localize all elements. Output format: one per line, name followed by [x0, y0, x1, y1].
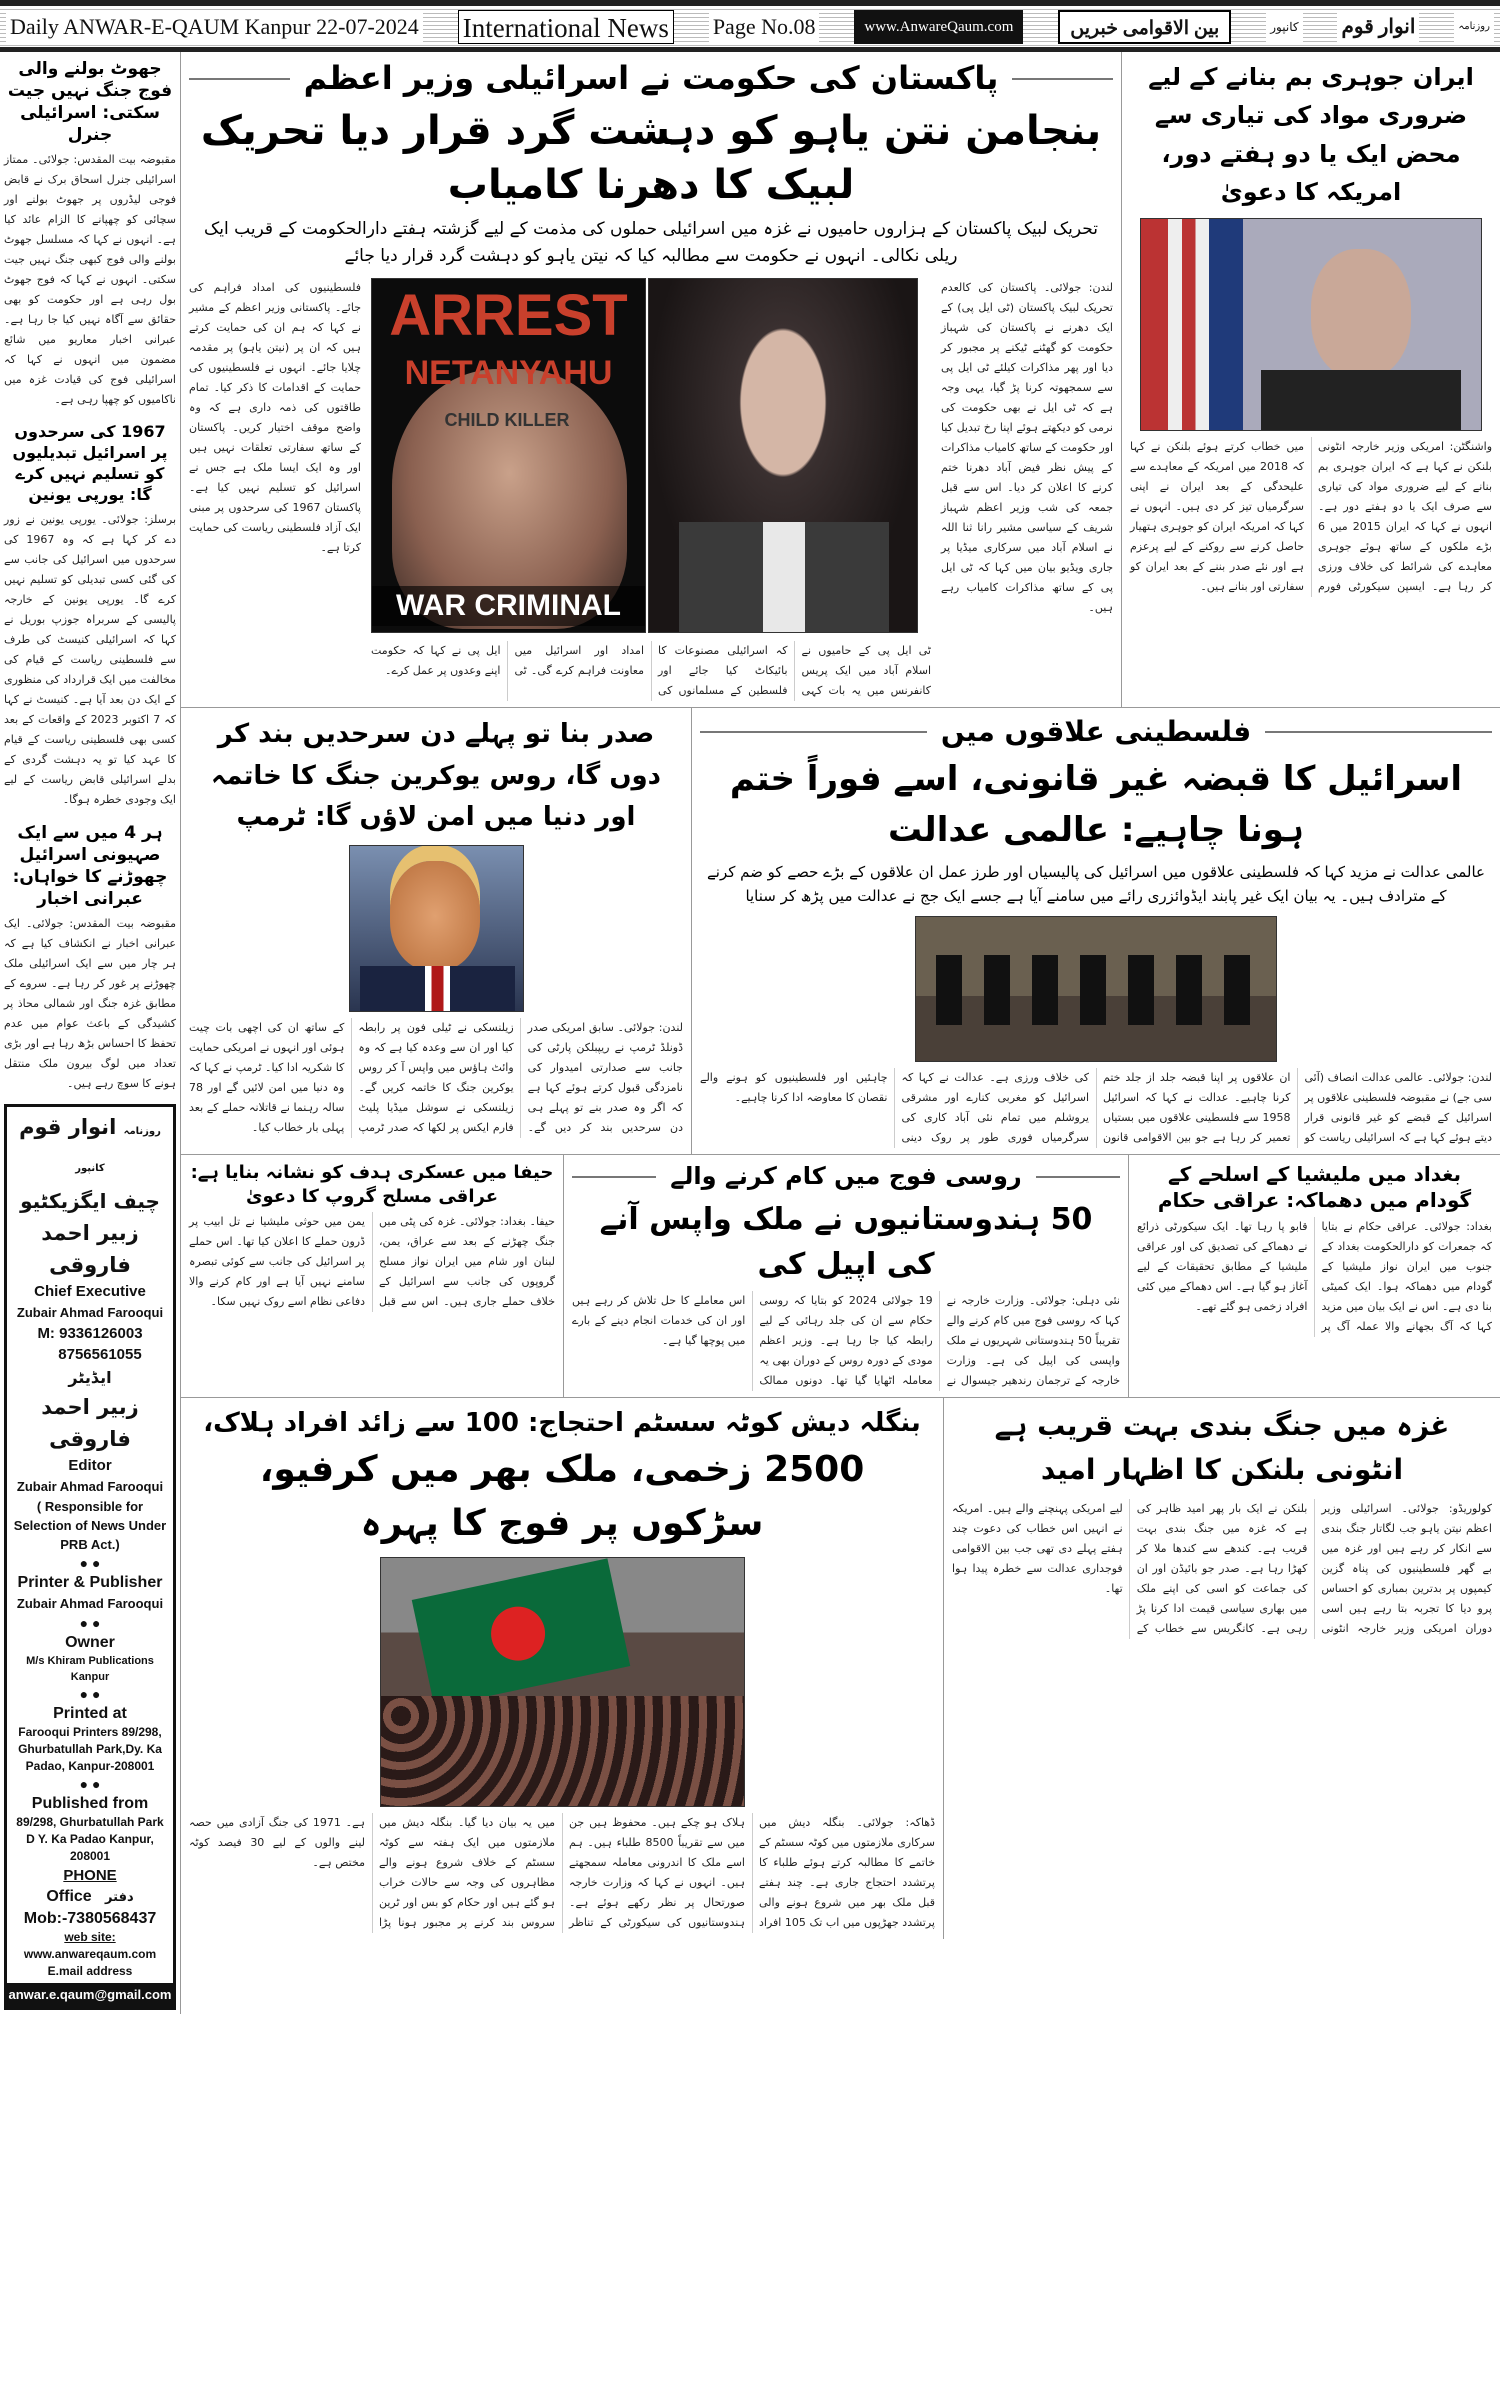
office-en: Office [46, 1887, 92, 1905]
chief-exec-name: Zubair Ahmad Farooqui [16, 1304, 164, 1320]
icj-body: لندن: جولائی۔ عالمی عدالت انصاف (آئی سی جے) نے مقبوضہ فلسطینی علاقوں پر اسرائیل کے قبضے کو غیر قانونی قرار دیتے ہوئے کہا ہے کہ اسرائیلی ریاست کو ان علاقوں پر اپنا قبضہ جلد از جلد ختم کرنا چاہیے۔ عدالت نے کہا کہ اسرائیل 1958 سے فلسطینی علاقوں میں بستیاں تعمیر کر رہا ہے جو بین الاقوامی قانون کی خلاف ورزی ہے۔ عدالت نے کہا کہ اسرائیل کو مغربی کنارے اور مشرقی یروشلم میں تمام نئی آباد کاری کی سرگرمیاں فوری طور پر روک دینی چاہئیں اور فلسطینیوں کو ہونے والے نقصان کا معاوضہ ادا کرنا چاہیے۔ [700, 1071, 1492, 1145]
rule [572, 1176, 656, 1178]
lead-photos [371, 278, 931, 633]
lead-columns [189, 278, 1113, 701]
city-urdu: کانپور [1266, 10, 1302, 44]
blinken-photo [1140, 218, 1482, 431]
shehbaz-sharif-photo [648, 278, 918, 633]
suit-illustration [679, 522, 889, 632]
indians-kicker: روسی فوج میں کام کرنے والے [670, 1162, 1022, 1191]
imprint-logo-daily: روزنامہ [123, 1125, 161, 1137]
icj-kicker-row [700, 714, 1492, 750]
iran-body: واشنگٹن: امریکی وزیر خارجہ انٹونی بلنکن نے کہا ہے کہ ایران جوہری بم بنانے کے لیے ضروری مواد کی تیاری سے صرف ایک یا دو ہفتے دور ہے۔ انہوں نے کہا کہ ایران 2015 میں 6 بڑے ملکوں کے ساتھ ہوئے جوہری معاہدے کی شرائط کی خلاف ورزی کر رہا ہے۔ ایسپن سیکورٹی فورم میں خطاب کرتے ہوئے بلنکن نے کہا کہ 2018 میں امریکہ کے معاہدے سے علیحدگی کے بعد ایران نے اپنی سرگرمیاں تیز کر دی ہیں۔ انہوں نے کہا کہ امریکہ ایران کو جوہری ہتھیار حاصل کرنے سے روکنے کے لیے پرعزم ہے اور نئے صدر بننے کے بعد ایران کو سفارتی اور بنانے ہیں۔ [1130, 439, 1493, 593]
divider-dots: ● ● [79, 1775, 101, 1792]
trump-photo [349, 845, 524, 1012]
left-story-1-headline: جھوٹ بولنے والی فوج جنگ نہیں جیت سکتی: اسرائیلی جنرل [7, 59, 173, 146]
printed-at-label: Printed at [53, 1704, 127, 1722]
editor-label: Editor [68, 1456, 112, 1474]
printer-publisher-name: Zubair Ahmad Farooqui [16, 1595, 164, 1611]
poster-arrest: ARREST [389, 282, 628, 348]
paper-logo: انوار قوم [1337, 10, 1419, 44]
rule [700, 731, 927, 733]
divider-dots: ● ● [79, 1554, 101, 1571]
section-title-urdu: بین الاقوامی خبریں [1058, 10, 1231, 44]
imprint-email[interactable]: anwar.e.qaum@gmail.com [7, 1983, 173, 2007]
baghdad-story [1128, 1155, 1500, 1396]
row-second [181, 708, 1500, 1155]
left-story-2-body: برسلز: جولائی۔ یورپی یونین نے زور دے کر کہا ہے کہ وہ 1967 کی سرحدوں میں اسرائیل کی جانب سے کی گئی کسی تبدیلی کو تسلیم نہیں کرے گا۔ یورپی یونین کے خارجہ پالیسی کے سربراہ جوزپ بوریل نے کہا کہ اسرائیلی کنیسٹ کی طرف سے فلسطینی ریاست کے قیام کی مخالفت میں ایک قرارداد کی منظوری کے ایک دن بعد آیا ہے۔ کنیسٹ نے کہا کہ 7 اکتوبر 2023 کے واقعات کے بعد کسی بھی فلسطینی ریاست کے قیام کا عہد کیا تو یہ دہشت گردی کے بدلے اسرائیلی قابض ریاست کے لیے ایک وجودی خطرہ ہوگا۔ [4, 512, 177, 806]
imprint-logo-city: کانپور [75, 1162, 105, 1174]
lead-body-bottom: ٹی ایل پی کے حامیوں نے اسلام آباد میں ایک پریس کانفرنس میں یہ بات کہی کہ اسرائیلی مصنوعات کا بائیکاٹ کیا جائے اور فلسطین کے مسلمانوں کی امداد اور اسرائیل میں معاونت فراہم کرے گی۔ ٹی ایل پی نے کہا کہ حکومت اپنے وعدوں پر عمل کرے۔ [371, 643, 931, 697]
indians-story [563, 1155, 1128, 1396]
main-area [181, 52, 1500, 2014]
haifa-body: حیفا۔ بغداد: جولائی۔ غزہ کی پٹی میں جنگ چھڑنے کے بعد سے عراق، یمن، لبنان اور شام میں ایران نواز مسلح گروپوں کی جانب سے اسرائیل کے خلاف حملے جاری ہیں۔ اس سے قبل یمن میں حوثی ملیشیا نے تل ابیب پر ڈرون حملے کا اعلان کیا تھا۔ اس حملے پر اسرائیل کی جانب سے کوئی تبصرہ سامنے نہیں آیا ہے اور کام کرنے والا دفاعی نظام اسے روک نہیں سکا۔ [189, 1215, 555, 1309]
office-urdu: دفتر [105, 1889, 134, 1905]
imprint-logo [7, 1111, 173, 1185]
gaza-story [943, 1398, 1500, 1939]
trump-headline: صدر بنا تو پہلے دن سرحدیں بند کر دوں گا، روس یوکرین جنگ کا خاتمہ اور دنیا میں امن لاؤں گا: ٹرمپ [210, 718, 662, 833]
gaza-headline: غزہ میں جنگ بندی بہت قریب ہے انٹونی بلنکن کا اظہار امید [994, 1408, 1450, 1487]
suit-illustration [360, 966, 515, 1011]
daily-label: روزنامہ [1454, 10, 1494, 44]
iran-headline: ایران جوہری بم بنانے کے لیے ضروری مواد کی تیاری سے محض ایک یا دو ہفتے دور، امریکہ کا دعویٰ [1148, 63, 1474, 207]
editor-name: Zubair Ahmad Farooqui [16, 1478, 164, 1494]
phone-label: PHONE [63, 1866, 117, 1884]
published-from-label: Published from [31, 1794, 149, 1812]
imprint-logo-name: انوار قوم [19, 1114, 117, 1139]
owner-name: M/s Khiram Publications Kanpur [26, 1654, 154, 1683]
face-illustration [1311, 249, 1411, 379]
published-address: 89/298, Ghurbatullah Park D Y. Ka Padao Kanpur, 208001 [16, 1814, 164, 1863]
website-link[interactable]: www.AnwareQaum.com [854, 10, 1023, 44]
row-top [181, 52, 1500, 708]
office-label [7, 1886, 173, 1908]
poster-war-criminal: WAR CRIMINAL [372, 586, 645, 626]
page-body [0, 52, 1500, 2014]
mobile-numbers [7, 1323, 173, 1365]
masthead [0, 0, 1500, 52]
poster-netanyahu: NETANYAHU [404, 353, 613, 392]
bangladesh-story [181, 1398, 943, 1939]
lead-story [181, 52, 1121, 707]
chief-exec-urdu: چیف ایگزیکٹیو [20, 1188, 160, 1213]
row-third [181, 1155, 1500, 1397]
editor-urdu: ایڈیٹر [68, 1367, 112, 1387]
website-label: web site: [64, 1929, 116, 1944]
rule [189, 78, 290, 80]
icj-kicker: فلسطینی علاقوں میں [940, 714, 1252, 748]
judges-illustration [936, 955, 1256, 1025]
lead-kicker: پاکستان کی حکومت نے اسرائیلی وزیر اعظم [303, 59, 999, 97]
icj-court-photo [915, 916, 1277, 1062]
masthead-date-line: Daily ANWAR-E-QAUM Kanpur 22-07-2024 [6, 10, 423, 44]
bangladesh-flag [411, 1558, 629, 1707]
rule [1036, 1176, 1120, 1178]
gaza-body: کولوریڈو: جولائی۔ اسرائیلی وزیر اعظم نیتن یاہو جب لگاتار جنگ بندی سے انکار کر رہے ہیں اور غزہ میں بے گھر فلسطینیوں کی پناہ گزین کیمپوں پر بدترین بمباری کو احساس پرو دیا کا تجربہ بتا رہے ہیں اسی دوران امریکی وزیر خارجہ انٹونی بلنکن نے ایک بار پھر امید ظاہر کی ہے کہ غزہ میں جنگ بندی بہت قریب ہے۔ کندھے سے کندھا ملا کر کھڑا رہا ہے۔ صدر جو بائیڈن اور ان کی جماعت کو اسی کی اپنے ملک میں بھاری سیاسی قیمت ادا کرنا پڑ رہی ہے۔ کانگریس سے خطاب کے لیے امریکی پہنچنے والے ہیں۔ امریکہ نے انہیں اس خطاب کی دعوت چند ہفتے پہلے دی تھی جب بین الاقوامی فوجداری عدالت سے خطرہ پیدا ہوا تھا۔ [952, 1502, 1492, 1636]
haifa-headline: حیفا میں عسکری ہدف کو نشانہ بنایا ہے: عراقی مسلح گروپ کا دعویٰ [190, 1162, 554, 1207]
lead-kicker-row [189, 58, 1113, 100]
icj-photo-wrap [700, 916, 1492, 1062]
iran-story [1121, 52, 1500, 707]
printed-at-address: Farooqui Printers 89/298, Ghurbatullah Park,Dy. Ka Padao, Kanpur-208001 [18, 1724, 162, 1773]
left-story-2-headline: 1967 کی سرحدوں پر اسرائیل تبدیلیوں کو تسلیم نہیں کرے گا: یورپی یونین [12, 422, 168, 504]
page-number: Page No.08 [709, 10, 820, 44]
left-story-3-headline: ہر 4 میں سے ایک صہیونی اسرائیل چھوڑنے کا خواہاں: عبرانی اخبار [12, 822, 168, 909]
indians-body: نئی دہلی: جولائی۔ وزارت خارجہ نے کہا کہ روسی فوج میں کام کرنے والے تقریباً 50 ہندوستانی شہریوں نے ملک واپسی کی اپیل کی ہے۔ وزارت خارجہ کے ترجمان رندھیر جیسوال نے 19 جولائی 2024 کو بتایا کہ روسی حکام سے ان کی جلد رہائی کے لیے رابطہ کیا جا رہا ہے۔ وزیر اعظم مودی کے دورہ روس کے دوران بھی یہ معاملہ اٹھایا گیا تھا۔ دونوں ممالک اس معاملے کا حل تلاش کر رہے ہیں اور ان کی خدمات انجام دینے کے بارے میں پوچھا گیا ہے۔ [572, 1293, 1120, 1387]
poster-child-killer: CHILD KILLER [444, 409, 570, 430]
lead-deck: تحریک لبیک پاکستان کے ہزاروں حامیوں نے غزہ میں اسرائیلی حملوں کی مذمت کے لیے گزشتہ ہفتے دارالحکومت کے قریب ایک ریلی نکالی۔ انہوں نے حکومت سے مطالبہ کیا کہ نیتن یاہو کو دہشت گرد قرار دیا جائے [204, 218, 1098, 266]
lead-center [371, 278, 931, 701]
haifa-story [181, 1155, 563, 1396]
chief-exec-label: Chief Executive [34, 1282, 146, 1300]
bangladesh-photo-wrap [189, 1557, 935, 1807]
suit-illustration [1261, 370, 1461, 430]
left-story-1-body: مقبوضہ بیت المقدس: جولائی۔ ممتاز اسرائیلی جنرل اسحاق برک نے قابض فوجی لیڈروں پر جھوٹ بولنے اور سچائی کو چھپانے کا الزام عائد کیا ہے۔ انہوں نے کہا کہ مسلسل جھوٹ بولنے والی فوج کبھی جنگ نہیں جیت سکتی۔ انہوں نے کہا کہ فوج جھوٹ بول رہی ہے اور حکومت کو بھی حقائق سے آگاہ نہیں کیا جا رہا ہے۔ عبرانی اخبار معاریو میں شائع مضمون میں انہوں نے کہا کہ اسرائیلی فوج کی قیادت غزہ میں ناکامیوں کو چھپا رہی ہے۔ [4, 153, 176, 407]
bangladesh-body: ڈھاکہ: جولائی۔ بنگلہ دیش میں سرکاری ملازمتوں میں کوٹہ سسٹم کے خاتمے کا مطالبہ کرتے ہوئے طلباء کا پرتشدد احتجاج جاری ہے۔ چند ہفتے قبل ملک بھر میں شروع ہونے والی پرتشدد جھڑپوں میں اب تک 105 افراد ہلاک ہو چکے ہیں۔ محفوظ ہیں جن میں سے تقریباً 8500 طلباء ہیں۔ ہم اسے ملک کا اندرونی معاملہ سمجھتے ہیں۔ انہوں نے کہا کہ وزارت خارجہ صورتحال پر نظر رکھے ہوئے ہے۔ ہندوستانیوں کی سیکورٹی کے تناظر میں یہ بیان دیا گیا۔ بنگلہ دیش میں ملازمتوں میں ایک ہفتہ سے کوٹہ سسٹم کے خلاف شروع ہونے والے مظاہروں کی وجہ سے حالات خراب ہو گئے ہیں اور حکام کو بس اور ٹرین سروس بند کرنے پر مجبور ہونا پڑا ہے۔ 1971 کی جنگ آزادی میں حصہ لینے والوں کے لیے 30 فیصد کوٹہ مختص ہے۔ [189, 1815, 935, 1929]
owner-label: Owner [65, 1633, 115, 1651]
printer-publisher-label: Printer & Publisher [17, 1573, 163, 1591]
prb-note: ( Responsible for Selection of News Under PRB Act.) [13, 1498, 167, 1552]
lead-body-left: فلسطینیوں کی امداد فراہم کی جائے۔ پاکستانی وزیر اعظم کے مشیر نے کہا کہ ہم ان کی حمایت کرتے ہیں کہ ان پر (نیتن یاہو) پر مقدمہ چلایا جائے۔ انہوں نے فلسطینیوں کی حمایت کے اقدامات کا ذکر کیا۔ تمام طاقتوں کی ذمہ داری ہے کہ وہ واضح موقف اختیار کریں۔ پاکستان کے ساتھ سفارتی تعلقات نہیں ہیں اور وہ ایک ایسا ملک ہے جس نے اسرائیل کو تسلیم نہیں کیا ہے۔ پاکستان 1967 کی سرحدوں پر مبنی ایک آزاد فلسطینی ریاست کی حمایت کرتا ہے۔ [189, 280, 361, 554]
editor-name-urdu: زبیر احمد فاروقی [41, 1394, 139, 1451]
mobile-1: 9336126003 [59, 1324, 143, 1342]
lead-body-right: لندن: جولائی۔ پاکستان کی کالعدم تحریک لبیک پاکستان (ٹی ایل پی) کے ایک دھرنے نے پاکستان کی شہباز حکومت کو گھٹنے ٹیکنے پر مجبور کر دیا اور پھر مذاکرات کیلئے ٹی ایل پی سے سمجھوتہ کرنا پڑ گیا، یہی وجہ ہے کہ ٹی ایل نے بھی حکومت کی نرمی کو دیکھتے ہوئے اپنا رخ تبدیل کیا اور حکومت کے ساتھ کامیاب مذاکرات کے پیش نظر فیض آباد دھرنا ختم کرنے کا اعلان کر دیا۔ اس سے قبل جمعہ کی شب وزیر اعظم شہباز شریف کے سیاسی مشیر رانا ثنا اللہ نے اسلام آباد میں سرکاری میڈیا پر جاری ویڈیو بیان میں کہا کہ ٹی ایل پی کے ساتھ مذاکرات کامیاب رہے ہیں۔ [941, 280, 1113, 614]
bangladesh-headline: 2500 زخمی، ملک بھر میں کرفیو، سڑکوں پر فوج کا پہرہ [259, 1448, 865, 1544]
name-urdu: زبیر احمد فاروقی [41, 1220, 139, 1277]
face-illustration [390, 861, 480, 971]
indians-headline: 50 ہندوستانیوں نے ملک واپس آنے کی اپیل کی [599, 1201, 1093, 1282]
left-story-3-body: مقبوضہ بیت المقدس: جولائی۔ ایک عبرانی اخبار نے انکشاف کیا ہے کہ ہر چار میں سے ایک اسرائیلی ملک چھوڑنے پر غور کر رہا ہے۔ سروے کے مطابق غزہ جنگ اور شمالی محاذ پر کشیدگی کے باعث عوام میں عدم تحفظ کا احساس بڑھ رہا ہے اور بڑی تعداد میں لوگ بیرون ملک منتقل ہونے کا سوچ رہے ہیں۔ [4, 916, 176, 1090]
mobile-2: 8756561055 [58, 1345, 142, 1363]
left-column [0, 52, 181, 2014]
trump-body: لندن: جولائی۔ سابق امریکی صدر ڈونلڈ ٹرمپ نے ریپبلکن پارٹی کی جانب سے صدارتی امیدوار کی نامزدگی قبول کرتے ہوئے کہا ہے کہ اگر وہ صدر بنے تو پہلے ہی دن سرحدیں بند کر دیں گے۔ زیلنسکی نے ٹیلی فون پر رابطہ کیا اور ان سے وعدہ کیا ہے کہ وہ وائٹ ہاؤس میں واپس آ کر روس یوکرین جنگ کا خاتمہ کریں گے۔ زیلنسکی نے سوشل میڈیا پلیٹ فارم ایکس پر لکھا کہ صدر ٹرمپ کے ساتھ ان کی اچھی بات چیت ہوئی اور انہوں نے امریکی حمایت کا شکریہ ادا کیا۔ ٹرمپ نے کہا کہ وہ دنیا میں امن لائیں گے اور 78 سالہ رہنما نے قاتلانہ حملے کے بعد پہلی بار خطاب کیا۔ [189, 1020, 683, 1134]
bangladesh-protest-photo [380, 1557, 745, 1807]
baghdad-body: بغداد: جولائی۔ عراقی حکام نے بتایا کہ جمعرات کو دارالحکومت بغداد کے جنوب میں ایران نواز ملیشیا کے گودام میں دھماکہ ہوا۔ ایک کمیٹی بنا دی ہے۔ اس نے ایک بیان میں مزید کہا کہ آگ بجھانے والا عملہ آگ پر قابو پا رہا تھا۔ ایک سیکورٹی ذرائع نے دھماکے کی تصدیق کی اور عراقی ملیشیا کے مطابق تحقیقات کے لیے آغاز ہو گیا ہے۔ اس دھماکے میں کئی افراد زخمی ہو گئے تھے۔ [1137, 1220, 1492, 1334]
flag-disc [486, 1601, 550, 1665]
bangladesh-kicker: بنگلہ دیش کوٹہ سسٹم احتجاج: 100 سے زائد افراد ہلاک، [203, 1407, 921, 1438]
icj-deck: عالمی عدالت نے مزید کہا کہ فلسطینی علاقوں میں اسرائیل کی پالیسیاں اور طرز عمل ان علاقوں کے بڑے حصے کو ضم کرنے کے مترادف ہیں۔ یہ بیان ایک غیر پابند ایڈوائزری رائے میں سامنے آیا ہے جسے ایک جج نے عدالت میں پڑھ کر سنایا [707, 863, 1485, 906]
mobile-label: M: [37, 1324, 55, 1342]
rule [1012, 78, 1113, 80]
netanyahu-poster-photo [371, 278, 646, 633]
rule [1265, 731, 1492, 733]
lead-headline: بنجامن نتن یاہو کو دہشت گرد قرار دیا تحریک لبیک کا دھرنا کامیاب [200, 107, 1102, 208]
section-title: International News [458, 10, 674, 44]
crowd-illustration [381, 1696, 744, 1806]
icj-story [691, 708, 1500, 1154]
divider-dots: ● ● [79, 1685, 101, 1702]
divider-dots: ● ● [79, 1614, 101, 1631]
row-bottom [181, 1398, 1500, 1939]
indians-kicker-row [572, 1161, 1120, 1192]
email-label: E.mail address [47, 1963, 133, 1978]
trump-photo-wrap [189, 845, 683, 1012]
trump-story [181, 708, 691, 1154]
imprint-website[interactable]: www.anwareqaum.com [23, 1946, 157, 1961]
office-mobile: Mob:-7380568437 [23, 1909, 157, 1927]
imprint-box [4, 1104, 176, 2010]
baghdad-headline: بغداد میں ملیشیا کے اسلحے کے گودام میں دھماکہ: عراقی حکام [1157, 1162, 1472, 1213]
iran-photo-wrap [1130, 218, 1492, 431]
icj-headline: اسرائیل کا قبضہ غیر قانونی، اسے فوراً ختم ہونا چاہیے: عالمی عدالت [729, 759, 1463, 851]
